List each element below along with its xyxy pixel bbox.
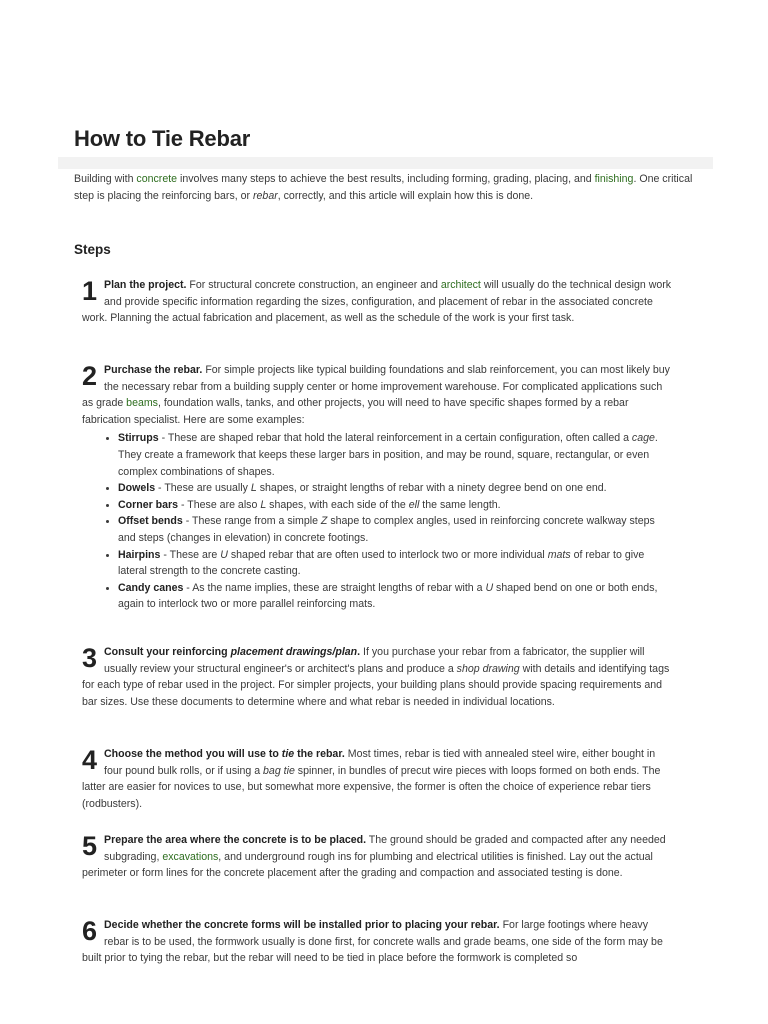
step-text: Purchase the rebar. For simple projects like typical building foundations and slab reinforcement, you can most likely buy the necessary rebar from a building supply center or home improvement warehouse. For complicated applications such as grade beams, foundation walls, tanks, and other projects, you will need to have specific shapes formed by a rebar fabrication specialist. Here are some examples: bbox=[82, 364, 670, 426]
list-item: • Offset bends - These range from a simple Z shape to complex angles, used in reinforcing concrete walkway steps and steps (changes in elevation) in concrete footings. bbox=[118, 513, 672, 546]
step-text: Plan the project. For structural concrete construction, an engineer and architect will usually do the technical design work and provide specific information regarding the sizes, configuration, and placement of rebar in the associated concrete work. Planning the actual fabrication and placement, as well as the schedule of the work is your first task. bbox=[82, 279, 672, 325]
step-3 bbox=[82, 644, 672, 710]
step-number: 1 bbox=[82, 276, 97, 306]
rebar-shapes-list bbox=[82, 430, 672, 613]
excavations-link[interactable]: excavations bbox=[162, 850, 219, 863]
concrete-link[interactable]: concrete bbox=[136, 173, 178, 185]
step-4 bbox=[82, 746, 672, 812]
list-item: • Stirrups - These are shaped rebar that hold the lateral reinforcement in a certain configuration, often called a cage. They create a framework that keeps these larger bars in position, and may be round, square, rectangular, or even complex combinations of shapes. bbox=[118, 430, 672, 480]
step-number: 5 bbox=[82, 831, 97, 861]
page-title: How to Tie Rebar bbox=[74, 126, 251, 151]
beams-link[interactable]: beams bbox=[126, 397, 158, 410]
step-text: Choose the method you will use to tie the rebar. Most times, rebar is tied with annealed steel wire, either bought in four pound bulk rolls, or if using a bag tie spinner, in bundles of precut wire pieces with loops formed on both ends. The latter are easier for novices to use, but somewhat more expensive, the former is often the choice of experience rebar tiers (rodbusters). bbox=[82, 748, 661, 810]
step-number: 2 bbox=[82, 361, 97, 391]
list-item: • Corner bars - These are also L shapes, with each side of the ell the same length. bbox=[118, 497, 672, 514]
intro-paragraph: Building with concrete involves many steps to achieve the best results, including forming, grading, placing, and finishing. One critical step is placing the reinforcing bars, or rebar, correctly, and this article will explain how this is done. bbox=[74, 173, 693, 202]
step-2 bbox=[82, 362, 672, 613]
title-divider bbox=[58, 157, 713, 169]
step-number: 6 bbox=[82, 916, 97, 946]
list-item: • Hairpins - These are U shaped rebar that are often used to interlock two or more individual mats of rebar to give lateral strength to the concrete casting. bbox=[118, 547, 672, 580]
step-number: 3 bbox=[82, 643, 97, 673]
step-text: Consult your reinforcing placement drawings/plan. If you purchase your rebar from a fabricator, the supplier will usually review your structural engineer's or architect's plans and produce a shop drawing with details and identifying tags for each type of rebar used in the project. For simpler projects, your building plans should provide spacing requirements and bar sizes. Use these documents to determine where and what rebar is needed in individual locations. bbox=[82, 646, 670, 708]
list-item: • Candy canes - As the name implies, these are straight lengths of rebar with a U shaped bend on one or both ends, again to interlock two or more parallel reinforcing mats. bbox=[118, 580, 672, 613]
steps-heading: Steps bbox=[74, 242, 111, 257]
finishing-link[interactable]: finishing bbox=[594, 173, 634, 185]
architect-link[interactable]: architect bbox=[440, 279, 481, 291]
step-5 bbox=[82, 832, 672, 882]
step-6 bbox=[82, 917, 672, 967]
step-text: Prepare the area where the concrete is to be placed. The ground should be graded and compacted after any needed subgrading, excavations, and underground rough ins for plumbing and electrical utilities is finished. Lay out the actual perimeter or form lines for the concrete placement after the grading and compaction and associated testing is done. bbox=[82, 834, 666, 880]
step-text: Decide whether the concrete forms will be installed prior to placing your rebar. For large footings where heavy rebar is to be used, the formwork usually is done first, for concrete walls and grade beams, one side of the form may be built prior to tying the rebar, but the rebar will need to be tied in place before the formwork is completed so bbox=[82, 919, 663, 965]
list-item: • Dowels - These are usually L shapes, or straight lengths of rebar with a ninety degree bend on one end. bbox=[118, 480, 672, 497]
step-number: 4 bbox=[82, 745, 97, 775]
step-1 bbox=[82, 277, 672, 327]
